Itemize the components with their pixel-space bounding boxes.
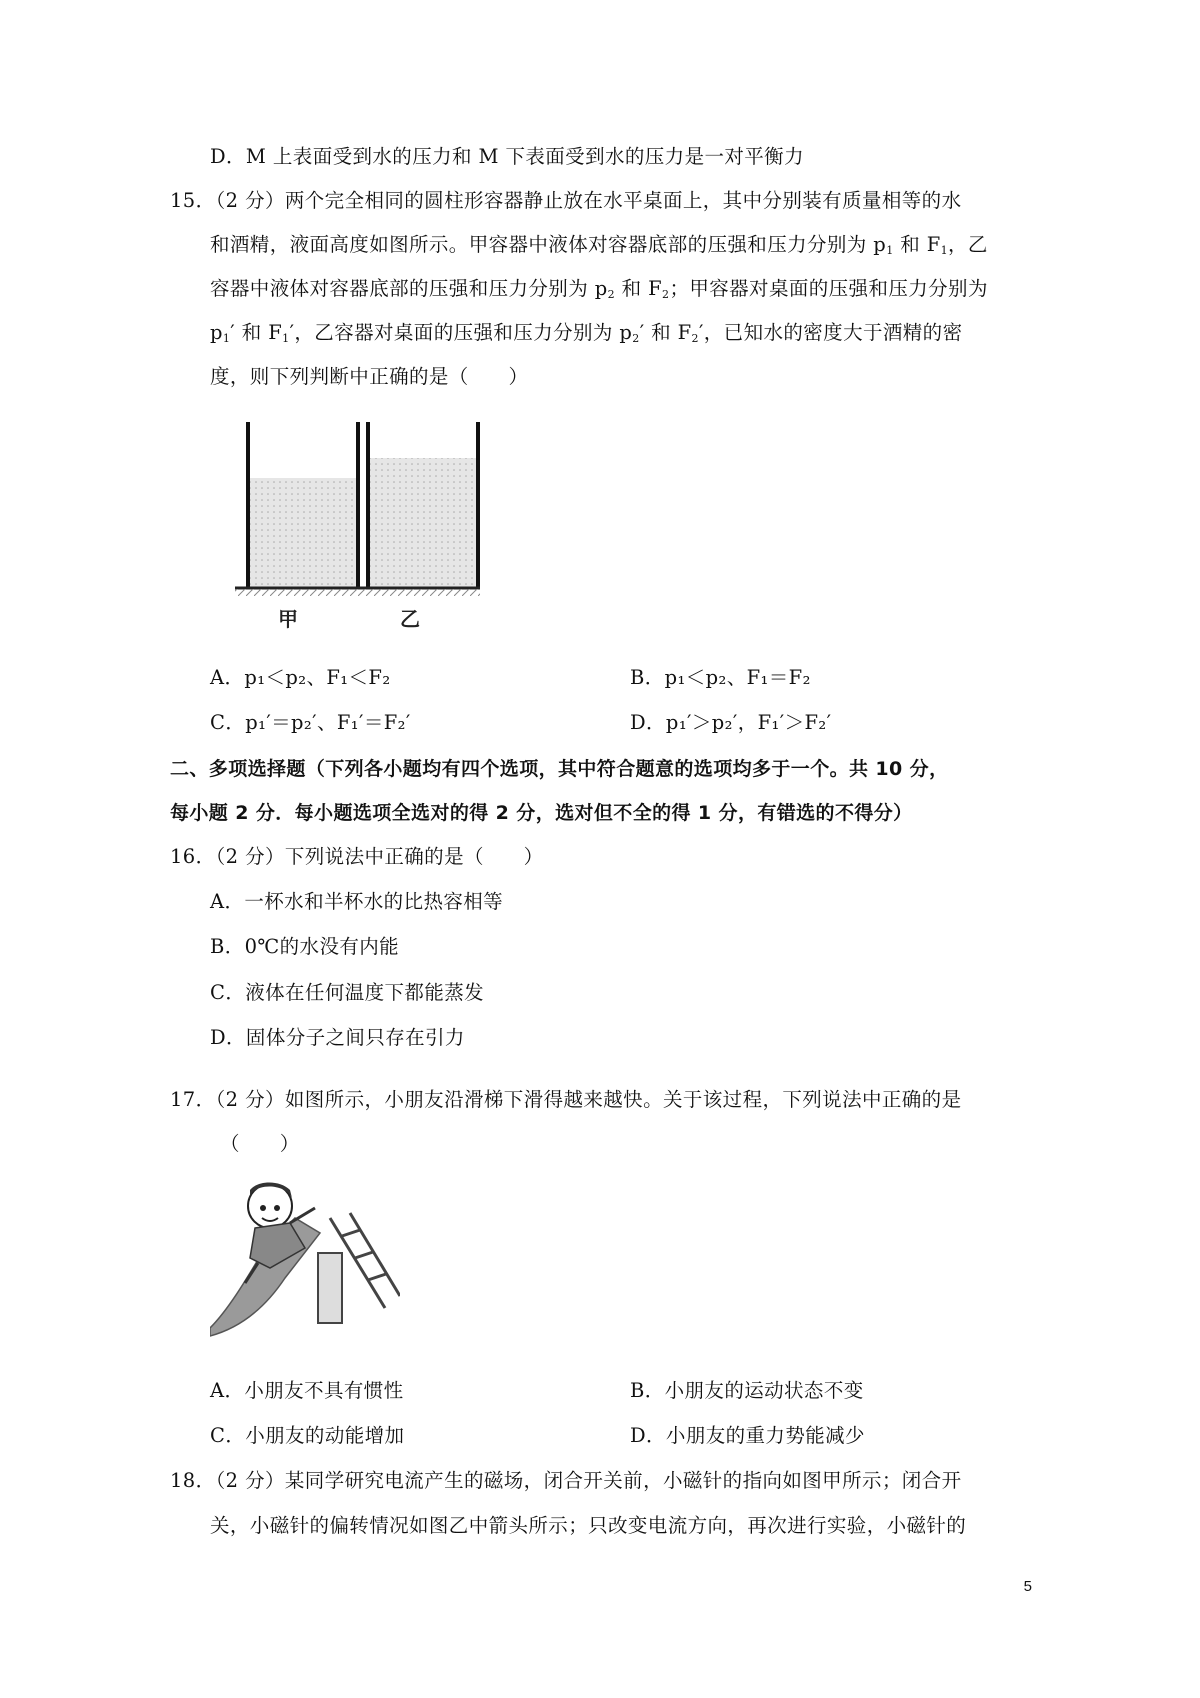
label-jia: 甲 [278, 607, 298, 631]
q18-stem-line1: 18．（2 分）某同学研究电流产生的磁场，闭合开关前，小磁针的指向如图甲所示；闭合开 [170, 1469, 962, 1492]
q14-option-d: D．M 上表面受到水的压力和 M 下表面受到水的压力是一对平衡力 [210, 145, 804, 168]
containers-figure [230, 420, 480, 640]
label-yi: 乙 [400, 607, 420, 631]
section2-heading-line2: 每小题 2 分．每小题选项全选对的得 2 分，选对但不全的得 1 分，有错选的不得分） [170, 802, 913, 824]
q16-option-a: A．一杯水和半杯水的比热容相等 [210, 890, 504, 913]
q15-option-a: A．p₁＜p₂、F₁＜F₂ [210, 666, 391, 689]
q17-option-c: C．小朋友的动能增加 [210, 1424, 405, 1447]
q15-option-c: C．p₁′＝p₂′、F₁′＝F₂′ [210, 711, 411, 734]
q15-option-b: B．p₁＜p₂、F₁＝F₂ [630, 666, 811, 689]
q17-option-a: A．小朋友不具有惯性 [210, 1379, 404, 1402]
liquid-yi [370, 458, 476, 588]
liquid-jia [250, 478, 356, 588]
q16-option-d: D．固体分子之间只存在引力 [210, 1026, 465, 1049]
q16-option-b: B．0℃的水没有内能 [210, 935, 400, 958]
slide-figure [210, 1178, 400, 1338]
page-number: 5 [1023, 1578, 1032, 1595]
q15-stem-line5: 度，则下列判断中正确的是（ ） [210, 365, 529, 388]
section2-heading-line1: 二、多项选择题（下列各小题均有四个选项，其中符合题意的选项均多于一个。共 10 分， [170, 758, 949, 780]
q17-stem-paren: （ ） [220, 1132, 300, 1155]
q17-option-d: D．小朋友的重力势能减少 [630, 1424, 865, 1447]
q15-stem-line2: 和酒精，液面高度如图所示。甲容器中液体对容器底部的压强和压力分别为 $p_1$ 和 $F_1$，乙 [210, 233, 988, 257]
q15-option-d: D．p₁′＞p₂′，F₁′＞F₂′ [630, 711, 832, 734]
q18-stem-line2: 关，小磁针的偏转情况如图乙中箭头所示；只改变电流方向，再次进行实验，小磁针的 [210, 1514, 967, 1537]
table-hatch [235, 589, 480, 596]
slide-pillar [318, 1253, 342, 1323]
q16-option-c: C．液体在任何温度下都能蒸发 [210, 981, 485, 1004]
q17-option-b: B．小朋友的运动状态不变 [630, 1379, 864, 1402]
q15-stem-line4: $p_1'$ 和 $F_1'$，乙容器对桌面的压强和压力分别为 $p_2'$ 和 $F_2'$，已知水的密度大于酒精的密 [210, 321, 963, 345]
q16-stem: 16．（2 分）下列说法中正确的是（ ） [170, 845, 544, 868]
q17-stem: 17．（2 分）如图所示，小朋友沿滑梯下滑得越来越快。关于该过程，下列说法中正确的是 [170, 1088, 962, 1111]
q15-stem-line3: 容器中液体对容器底部的压强和压力分别为 $p_2$ 和 $F_2$；甲容器对桌面的压强和压力分别为 [210, 277, 988, 301]
q15-stem-line1: 15．（2 分）两个完全相同的圆柱形容器静止放在水平桌面上，其中分别装有质量相等的水 [170, 189, 962, 212]
